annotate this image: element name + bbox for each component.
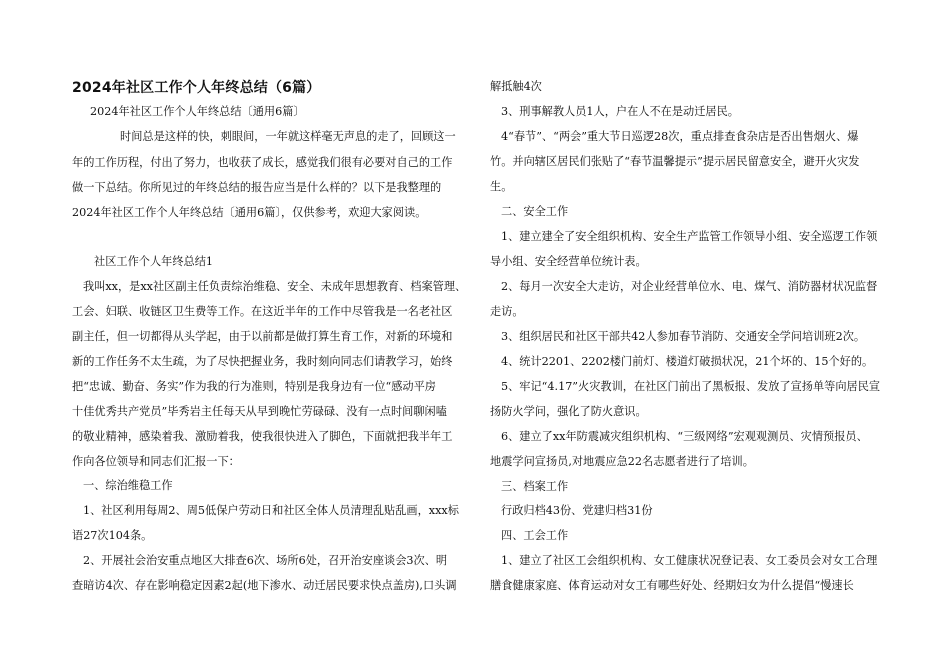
paragraph-line: 5、牢记“4.17”火灾教训，在社区门前出了黑板报、发放了宣扬单等向居民宣: [501, 380, 881, 393]
section-heading: 四、工会工作: [501, 529, 569, 542]
document-title: 2024年社区工作个人年终总结（6篇）: [72, 80, 321, 96]
subtitle-line: 2024年社区工作个人年终总结〔通用6篇〕: [90, 105, 305, 118]
paragraph-line: 导小组、安全经营单位统计表。: [490, 255, 647, 268]
paragraph-line: 年的工作历程，付出了努力，也收获了成长，感觉我们很有必要对自己的工作: [72, 156, 453, 169]
paragraph-line: 做一下总结。你所见过的年终总结的报告应当是什么样的？以下是我整理的: [72, 181, 442, 194]
section-heading: 二、安全工作: [501, 205, 569, 218]
paragraph-line: 语27次104条。: [72, 529, 153, 542]
paragraph-line: 工会、妇联、收链区卫生费等工作。在这近半年的工作中尽管我是一名老社区: [72, 305, 453, 318]
paragraph-line: 竹。并向辖区居民们张贴了“春节温馨提示”提示居民留意安全，避开火灾发: [490, 155, 860, 168]
paragraph-line: 作向各位领导和同志们汇报一下：: [72, 455, 240, 468]
section-heading: 社区工作个人年终总结1: [94, 255, 213, 268]
paragraph-line: 4“春节”、“两会”重大节日巡逻28次，重点排查食杂店是否出售烟火、爆: [501, 130, 859, 143]
paragraph-line: 扬防火学问，强化了防火意识。: [490, 405, 647, 418]
paragraph-line: 3、刑事解教人员1人，户在人不在是动迁居民。: [501, 105, 739, 118]
paragraph-line: 我叫xx，是xx社区副主任负责综治维稳、安全、未成年思想教育、档案管理、: [83, 280, 467, 293]
paragraph-line: 2、开展社会治安重点地区大排查6次、场所6处，召开治安座谈会3次、明: [83, 554, 448, 567]
paragraph-line: 1、社区利用每周2、周5低保户劳动日和社区全体人员清理乱贴乱画，xxx标: [83, 504, 459, 517]
section-heading: 三、档案工作: [501, 480, 569, 493]
paragraph-line: 2024年社区工作个人年终总结〔通用6篇〕，仅供参考，欢迎大家阅读。: [72, 206, 427, 219]
paragraph-line: 地震学问宣扬员,对地震应急22名志愿者进行了培训。: [490, 455, 754, 468]
paragraph-line: 1、建立了社区工会组织机构、女工健康状况登记表、女工委员会对女工合理: [501, 554, 878, 567]
paragraph-line: 3、组织居民和社区干部共42人参加春节消防、交通安全学问培训班2次。: [501, 330, 866, 343]
paragraph-line: 解抵触4次: [490, 80, 542, 93]
paragraph-line: 新的工作任务不太生疏，为了尽快把握业务，我时刻向同志们请教学习，始终: [72, 355, 453, 368]
paragraph-line: 1、建立建全了安全组织机构、安全生产监管工作领导小组、安全巡逻工作领: [501, 230, 878, 243]
paragraph-line: 副主任，但一切都得从头学起，由于以前都是做打算生育工作，对新的环境和: [72, 330, 453, 343]
paragraph-line: 把“忠诚、勤奋、务实”作为我的行为准则，特别是我身边有一位“感动平房: [72, 380, 436, 393]
paragraph-line: 的敬业精神，感染着我、激励着我，使我很快进入了脚色，下面就把我半年工: [72, 430, 453, 443]
paragraph-line: 2、每月一次安全大走访，对企业经营单位水、电、煤气、消防器材状况监督: [501, 280, 878, 293]
paragraph-line: 行政归档43份、党建归档31份: [501, 504, 653, 517]
paragraph-line: 查暗访4次、存在影响稳定因素2起(地下渗水、动迁居民要求快点盖房),口头调: [72, 579, 457, 592]
paragraph-line: 走访。: [490, 305, 524, 318]
section-heading: 一、综治维稳工作: [83, 479, 173, 492]
paragraph-line: 十佳优秀共产党员”毕秀岩主任每天从早到晚忙劳碌碌、没有一点时间聊闲嗑: [72, 405, 447, 418]
paragraph-line: 膳食健康家庭、体育运动对女工有哪些好处、经期妇女为什么提倡“慢速长: [490, 579, 854, 592]
paragraph-line: 生。: [490, 180, 513, 193]
paragraph-line: 时间总是这样的快，刺眼间，一年就这样毫无声息的走了，回顾这一: [120, 130, 456, 143]
paragraph-line: 6、建立了xx年防震减灾组织机构、“三级网络”宏观观测员、灾情预报员、: [501, 430, 868, 443]
paragraph-line: 4、统计2201、2202楼门前灯、楼道灯破损状况，21个坏的、15个好的。: [501, 355, 874, 368]
